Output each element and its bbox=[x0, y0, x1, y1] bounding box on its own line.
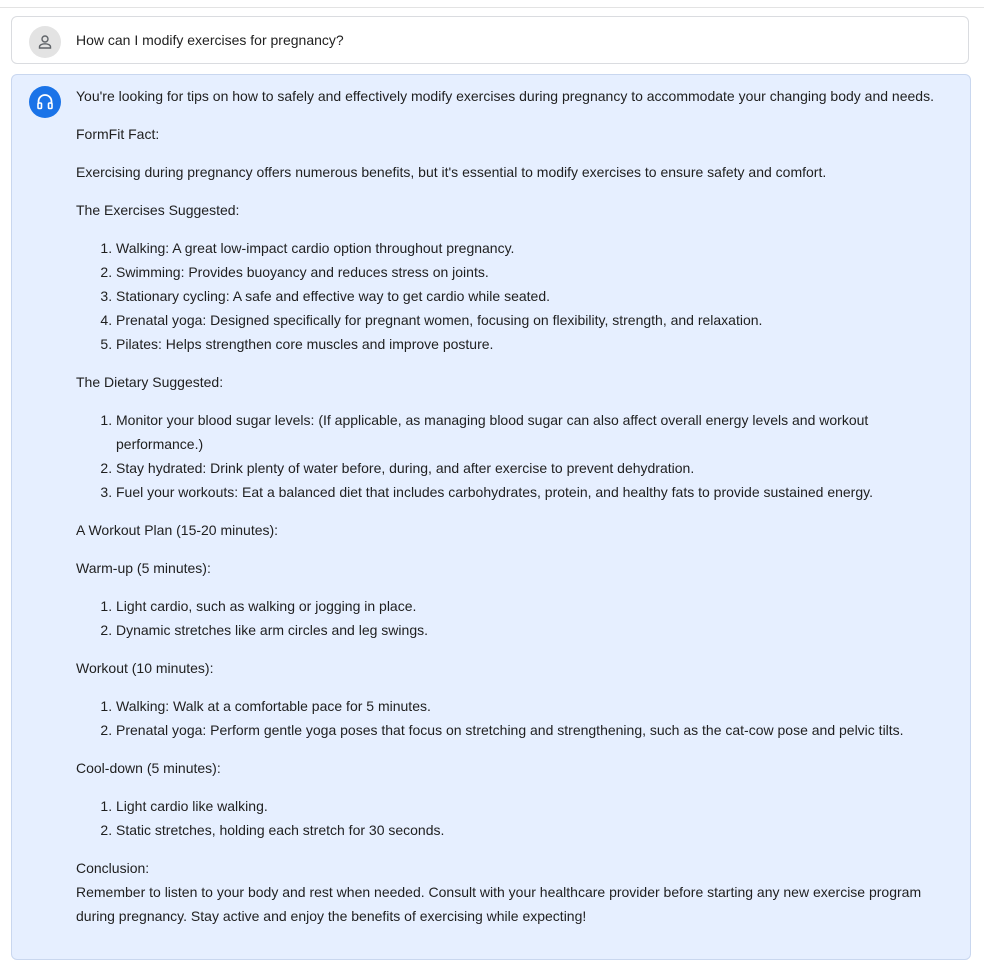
response-intro: You're looking for tips on how to safely and effectively modify exercises during pregnancy to accommodate your changing body and needs. bbox=[76, 88, 934, 104]
cooldown-list bbox=[76, 794, 952, 842]
conclusion-text: Remember to listen to your body and rest when needed. Consult with your healthcare provider before starting any new exercise program during pregnancy. Stay active and enjoy the benefits of exercising while expecting! bbox=[76, 884, 922, 924]
list-item: 2. Static stretches, holding each stretch for 30 seconds. bbox=[116, 818, 952, 842]
list-item: 5. Pilates: Helps strengthen core muscles and improve posture. bbox=[116, 332, 952, 356]
list-item: 2. Prenatal yoga: Perform gentle yoga poses that focus on stretching and strengthening, such as the cat-cow pose and pelvic tilts. bbox=[116, 718, 952, 742]
list-item: 2. Swimming: Provides buoyancy and reduces stress on joints. bbox=[116, 260, 952, 284]
fact-heading: FormFit Fact: bbox=[76, 126, 160, 142]
list-item: 2. Dynamic stretches like arm circles and leg swings. bbox=[116, 618, 952, 642]
plan-heading: A Workout Plan (15-20 minutes): bbox=[76, 522, 279, 538]
assistant-response bbox=[76, 84, 952, 942]
conclusion-heading: Conclusion: bbox=[76, 860, 150, 876]
workout-heading: Workout (10 minutes): bbox=[76, 660, 214, 676]
list-item: 1. Light cardio, such as walking or jogging in place. bbox=[116, 594, 952, 618]
person-icon bbox=[37, 34, 53, 50]
top-divider bbox=[0, 7, 984, 8]
warmup-heading: Warm-up (5 minutes): bbox=[76, 560, 211, 576]
list-item: 1. Walking: A great low-impact cardio option throughout pregnancy. bbox=[116, 236, 952, 260]
user-question: How can I modify exercises for pregnancy? bbox=[76, 32, 344, 48]
dietary-heading: The Dietary Suggested: bbox=[76, 374, 224, 390]
list-item: 2. Stay hydrated: Drink plenty of water before, during, and after exercise to prevent dehydration. bbox=[116, 456, 952, 480]
exercises-list bbox=[76, 236, 952, 356]
user-avatar bbox=[29, 26, 61, 58]
assistant-message bbox=[11, 74, 971, 960]
list-item: 1. Monitor your blood sugar levels: (If applicable, as managing blood sugar can also affect overall energy levels and workout performance.) bbox=[116, 408, 952, 456]
workout-list bbox=[76, 694, 952, 742]
fact-text: Exercising during pregnancy offers numerous benefits, but it's essential to modify exercises to ensure safety and comfort. bbox=[76, 164, 827, 180]
assistant-avatar bbox=[29, 86, 61, 118]
exercises-heading: The Exercises Suggested: bbox=[76, 202, 240, 218]
cooldown-heading: Cool-down (5 minutes): bbox=[76, 760, 221, 776]
list-item: 3. Stationary cycling: A safe and effective way to get cardio while seated. bbox=[116, 284, 952, 308]
list-item: 1. Light cardio like walking. bbox=[116, 794, 952, 818]
dietary-list bbox=[76, 408, 952, 504]
warmup-list bbox=[76, 594, 952, 642]
list-item: 4. Prenatal yoga: Designed specifically for pregnant women, focusing on flexibility, strength, and relaxation. bbox=[116, 308, 952, 332]
headset-icon bbox=[35, 92, 55, 112]
list-item: 3. Fuel your workouts: Eat a balanced diet that includes carbohydrates, protein, and healthy fats to provide sustained energy. bbox=[116, 480, 952, 504]
user-message bbox=[11, 16, 969, 64]
list-item: 1. Walking: Walk at a comfortable pace for 5 minutes. bbox=[116, 694, 952, 718]
